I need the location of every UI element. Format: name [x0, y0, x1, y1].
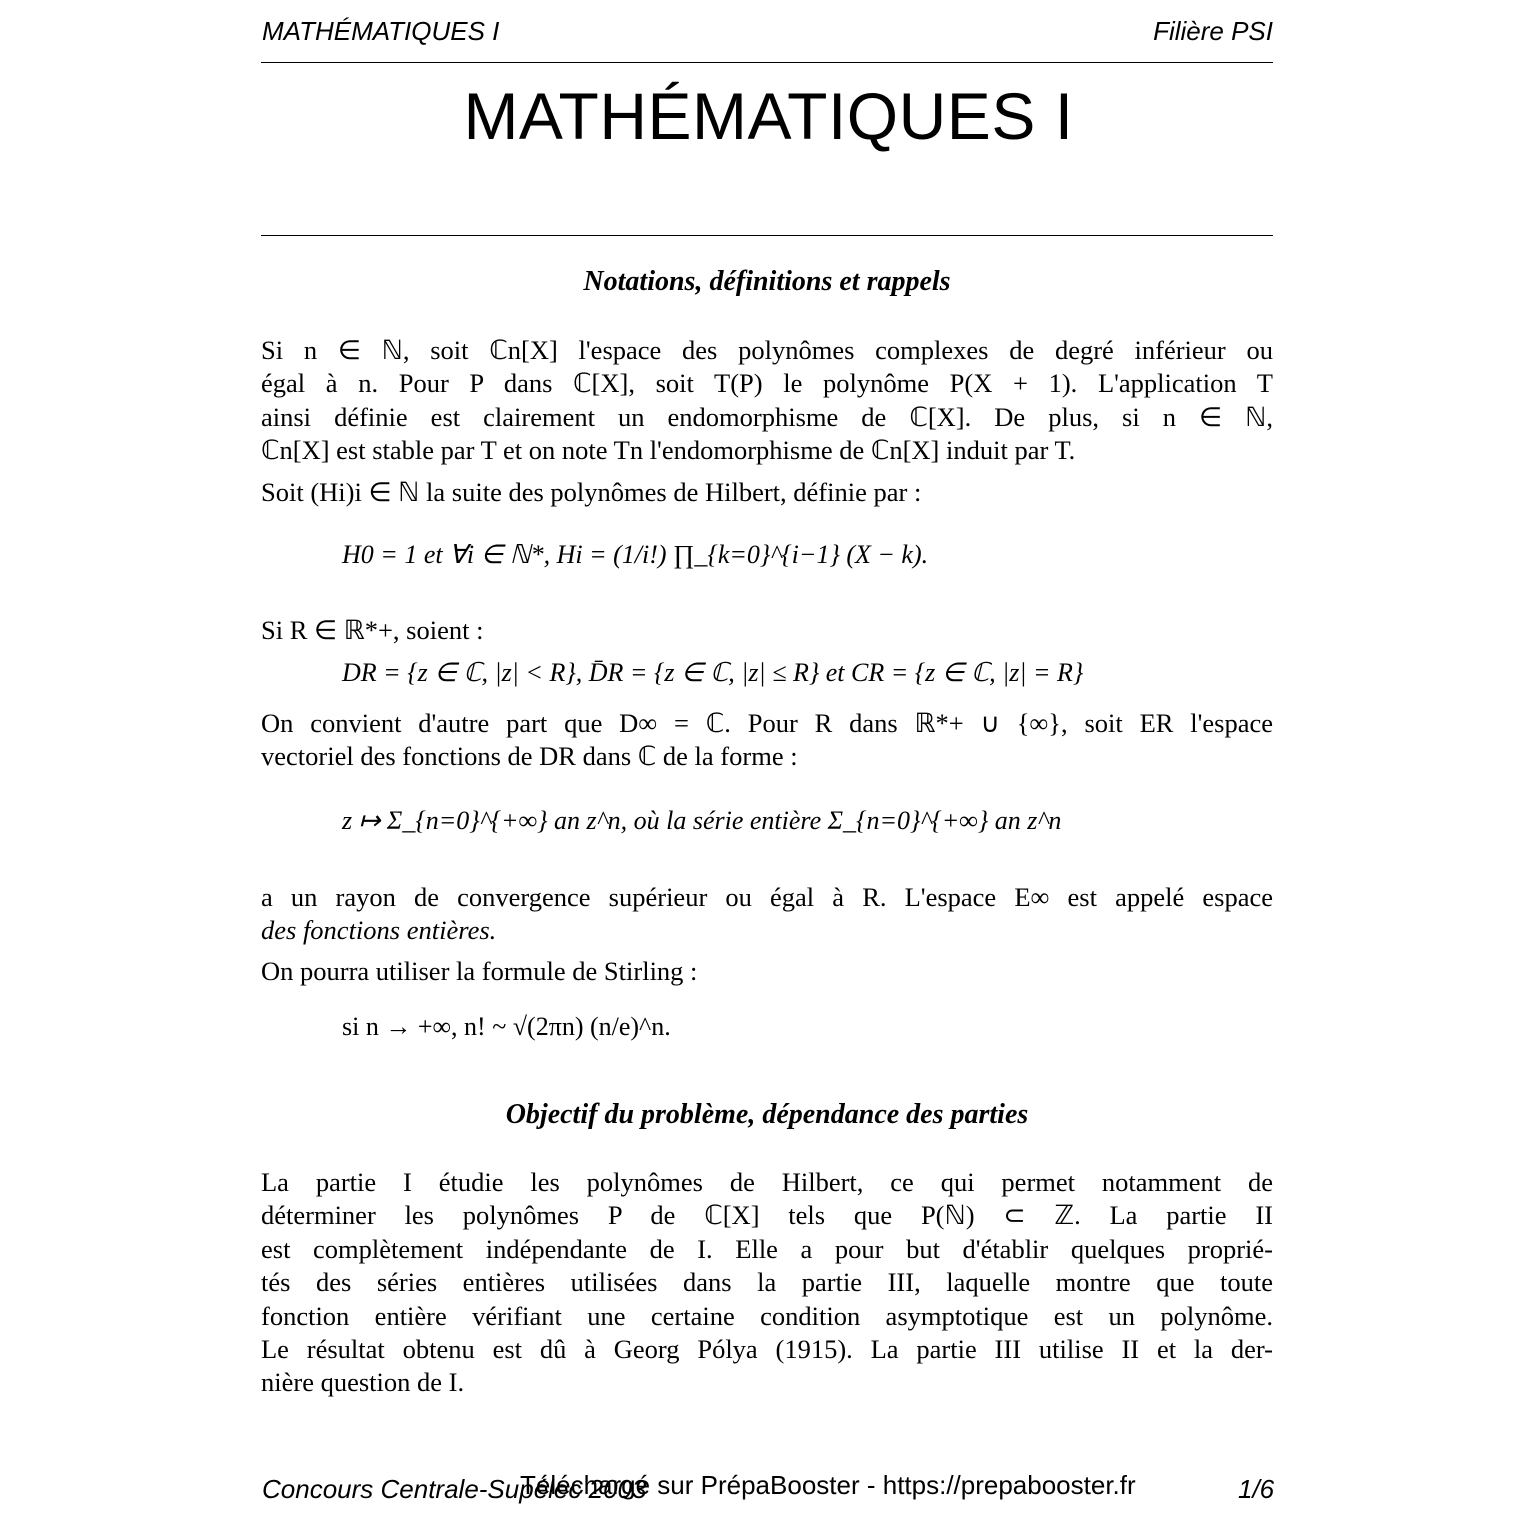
stirling-formula: si n → +∞, n! ~ √(2πn) (n/e)^n. — [342, 1012, 671, 1041]
section-heading-notations: Notations, définitions et rappels — [583, 266, 951, 297]
text-line: nière question de I. — [261, 1367, 465, 1398]
hilbert-intro — [261, 476, 1273, 509]
section-heading-objectif: Objectif du problème, dépendance des parties — [505, 1099, 1029, 1130]
header-rule — [261, 62, 1273, 63]
title-rule — [261, 235, 1273, 236]
running-header-left: MATHÉMATIQUES I — [262, 16, 500, 46]
text-line: On pourra utiliser la formule de Stirling : — [261, 956, 698, 986]
text-line: On convient d'autre part que D∞ = ℂ. Pour R dans ℝ*+ ∪ {∞}, soit ER l'espace — [261, 708, 1273, 738]
text-line: Si n ∈ ℕ, soit ℂn[X] l'espace des polynômes complexes de degré inférieur ou — [261, 335, 1273, 365]
text-line: a un rayon de convergence supérieur ou égal à R. L'espace E∞ est appelé espace — [261, 882, 1273, 912]
text-line: des fonctions entières. — [261, 915, 497, 946]
running-header-right: Filière PSI — [1153, 16, 1273, 46]
disk-intro — [261, 614, 1273, 647]
paragraph-definitions — [261, 334, 1273, 468]
text-line: vectoriel des fonctions de DR dans ℂ de la forme : — [261, 741, 798, 772]
stirling-intro — [261, 955, 1273, 988]
page-number: 1/6 — [1238, 1474, 1275, 1504]
text-line: La partie I étudie les polynômes de Hilbert, ce qui permet notamment de — [261, 1167, 1273, 1197]
disk-formula: DR = {z ∈ ℂ, |z| < R}, D̄R = {z ∈ ℂ, |z| ≤ R} et CR = {z ∈ ℂ, |z| = R} — [342, 658, 1084, 687]
text-line: ainsi définie est clairement un endomorphisme de ℂ[X]. De plus, si n ∈ ℕ, — [261, 401, 1273, 432]
text-line: Le résultat obtenu est dû à Georg Pólya (1915). La partie III utilise II et la der- — [261, 1334, 1273, 1365]
text-line: Soit (Hi)i ∈ ℕ la suite des polynômes de Hilbert, définie par : — [261, 477, 922, 507]
text-line: ℂn[X] est stable par T et on note Tn l'endomorphisme de ℂn[X] induit par T. — [261, 435, 1076, 466]
text-line: Si R ∈ ℝ*+, soient : — [261, 615, 484, 645]
hilbert-formula: H0 = 1 et ∀i ∈ ℕ*, Hi = (1/i!) ∏_{k=0}^{i−1} (X − k). — [342, 540, 929, 569]
paragraph-convergence — [261, 881, 1273, 948]
paragraph-function-spaces — [261, 707, 1273, 774]
page-title: MATHÉMATIQUES I — [463, 79, 1074, 153]
paragraph-objectif — [261, 1166, 1273, 1400]
text-line: égal à n. Pour P dans ℂ[X], soit T(P) le polynôme P(X + 1). L'application T — [261, 368, 1273, 399]
text-line: déterminer les polynômes P de ℂ[X] tels que P(ℕ) ⊂ ℤ. La partie II — [261, 1200, 1273, 1231]
footer-left: Concours Centrale-Supélec 2003 — [262, 1474, 647, 1504]
series-formula: z ↦ Σ_{n=0}^{+∞} an z^n, où la série entière Σ_{n=0}^{+∞} an z^n — [342, 806, 1062, 835]
footer-watermark: Téléchargé sur PrépaBooster - https://prepabooster.fr — [520, 1470, 1136, 1500]
text-line: est complètement indépendante de I. Elle a pour but d'établir quelques proprié- — [261, 1233, 1273, 1264]
text-line: tés des séries entières utilisées dans la partie III, laquelle montre que toute — [261, 1267, 1273, 1298]
text-line: fonction entière vérifiant une certaine condition asymptotique est un polynôme. — [261, 1300, 1273, 1331]
